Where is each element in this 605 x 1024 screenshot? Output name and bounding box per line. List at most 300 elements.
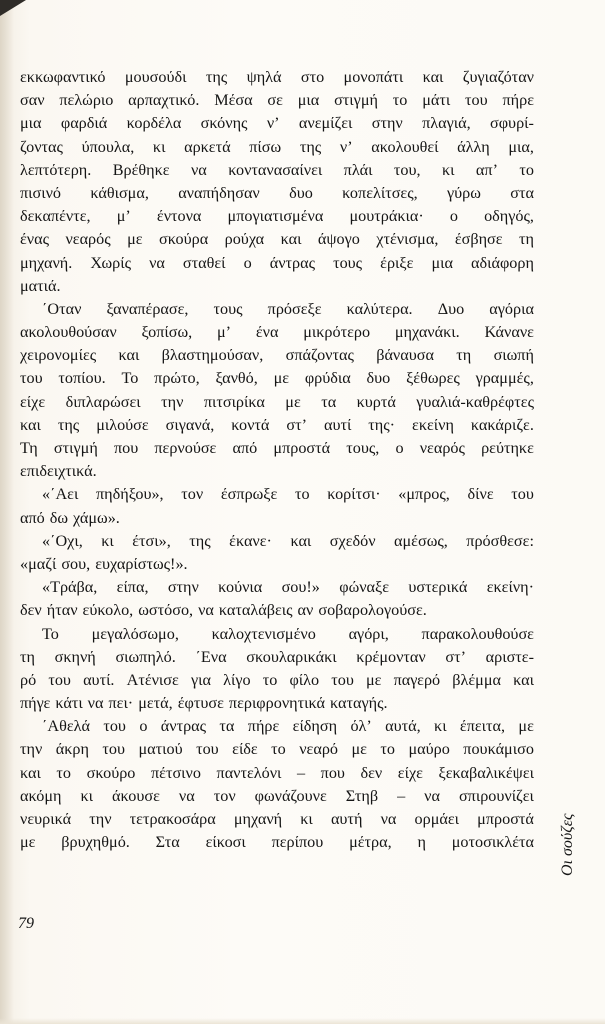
word: μηχανάκι. (394, 323, 460, 342)
word: φρύδια (304, 369, 351, 388)
word: να (380, 810, 397, 828)
word: παντελόνι (216, 763, 282, 782)
word: «΄Αει (42, 485, 79, 504)
word: κι (300, 810, 313, 828)
word: «μαζί (20, 554, 57, 573)
word: ο (395, 439, 404, 457)
word: κι (101, 531, 114, 550)
word: του (103, 717, 126, 736)
word: την (89, 810, 112, 828)
word: μεγαλόσωμο, (91, 624, 179, 643)
word: το (392, 91, 408, 110)
word: το (56, 763, 72, 782)
word: αμέσως, (394, 531, 448, 550)
word: τετρακοσάρα (129, 810, 216, 828)
word: ύπουλα, (81, 137, 135, 156)
word: κάθισμα, (90, 183, 149, 202)
word: και (20, 763, 41, 782)
word: του (465, 91, 488, 110)
word: τοπίου. (58, 369, 106, 388)
text-line (20, 252, 534, 275)
word: δεν (20, 601, 42, 620)
word: περιφρονητικά (228, 694, 325, 713)
word: καλύτερα. (346, 299, 413, 318)
word: αυτί. (83, 670, 115, 689)
word: γυαλιά-καθρέφτες (416, 392, 534, 411)
word: το (262, 670, 278, 689)
word: του (511, 485, 534, 504)
word: του (48, 670, 71, 689)
word: νεαρός (65, 230, 111, 249)
word: με (351, 740, 367, 759)
word: ακολουθεί (371, 137, 439, 156)
word: άκρη (55, 740, 89, 759)
text-line (20, 831, 534, 854)
word: σφυρί- (489, 114, 534, 133)
word: μπογιατισμένα (227, 207, 324, 226)
word: δυο (366, 369, 391, 388)
word: κι (434, 717, 447, 736)
word: φαρδιά (60, 114, 108, 133)
word: στην (167, 578, 199, 597)
text-line (20, 89, 534, 112)
word: κούνια (218, 578, 263, 597)
word: νευρικά (20, 810, 72, 828)
word: κυρτά (356, 392, 396, 411)
word: είχε (20, 392, 46, 411)
word: η (417, 833, 426, 852)
word: φωνάζουνε (254, 786, 327, 805)
word: νεαρός (419, 439, 465, 457)
word: ευχαρίστως!». (95, 554, 188, 573)
word: και (422, 68, 444, 86)
word: άκουσε (112, 786, 160, 805)
word: καταγής. (329, 694, 388, 713)
word: δίνε (467, 485, 494, 504)
word: εκκωφαντικό (20, 68, 106, 86)
word: Δυο (437, 299, 465, 318)
page-bottom-edge (0, 1018, 605, 1024)
word: μετά, (138, 694, 173, 713)
word: πελώριο (59, 91, 114, 110)
word: όλ’ (350, 717, 372, 736)
word: ξεκαβαλικέψει (438, 763, 534, 782)
word: παγερό (393, 670, 441, 689)
text-line (20, 182, 534, 205)
word: και (280, 230, 302, 249)
word: ψηλά (246, 68, 282, 86)
word: είδε (232, 740, 258, 759)
word: Το (121, 369, 139, 388)
word: της (57, 415, 80, 434)
word: ένας (20, 230, 50, 249)
text-line (20, 715, 534, 738)
word: της (189, 531, 211, 550)
word: αρπαχτικό. (128, 91, 200, 110)
word: πρόσεξε (267, 299, 322, 318)
word: είχε (397, 763, 423, 782)
word: περίπου (271, 833, 324, 852)
word: είκοσι (205, 833, 246, 852)
word: σπιρουνίζει (458, 786, 534, 805)
word: μονοπάτι (343, 68, 404, 86)
word: άντρας (269, 253, 316, 272)
word: ΄Ενα (195, 647, 227, 666)
word: επιδειχτικά. (20, 462, 97, 481)
word: άντρας (160, 717, 207, 736)
word: πίσω (249, 137, 282, 156)
word: ζυγιαζόταν (462, 68, 534, 86)
word: «΄Οχι, (42, 531, 83, 550)
word: σκουλαρικάκι (246, 647, 337, 666)
word: Κάνανε (484, 323, 534, 342)
text-line (20, 159, 534, 182)
word: μιλούσε (96, 415, 149, 434)
word: σκούρο (86, 763, 136, 782)
word: σε (267, 91, 283, 110)
text-line (20, 576, 534, 599)
word: έσπρωξε (220, 485, 278, 504)
text-line (20, 599, 534, 622)
text-line (20, 762, 534, 785)
word: του (102, 740, 126, 759)
text-line (20, 66, 534, 89)
word: το (380, 740, 396, 759)
word: κοντά (231, 415, 270, 434)
word: της (205, 68, 228, 86)
word: την (161, 392, 184, 411)
word: Στα (155, 833, 180, 852)
text-line (20, 738, 534, 761)
word: να (87, 694, 104, 713)
word: από (20, 508, 45, 527)
text-line (20, 692, 534, 715)
word: τους, (346, 439, 380, 457)
word: στα (510, 183, 534, 202)
word: μια (431, 253, 453, 272)
word: ξανθό, (215, 369, 258, 388)
word: ρεύτηκε (481, 439, 534, 457)
word: να (198, 601, 214, 620)
word: ματιά. (20, 276, 61, 295)
word: ρό (20, 670, 37, 689)
word: στ’ (286, 415, 307, 434)
word: δω (49, 508, 69, 527)
word: σοβαρολογούσε. (318, 601, 427, 620)
word: μ’ (216, 323, 232, 342)
word: άλλη (457, 137, 490, 156)
word: κορίτσι· (327, 485, 381, 504)
word: μια (297, 91, 320, 110)
word: αγόρι, (348, 624, 389, 643)
word: με (273, 369, 290, 388)
word: περνούσε (154, 439, 217, 457)
text-line (20, 553, 534, 576)
word: και (513, 670, 534, 689)
text-line (20, 391, 534, 414)
word: χειρονομίες (20, 346, 97, 365)
word: να (424, 786, 440, 805)
word: φώναξε (339, 578, 390, 597)
word: του (331, 670, 354, 689)
text-line (20, 460, 534, 483)
word: τους (333, 253, 363, 272)
word: σκόνης (200, 114, 248, 133)
text-line (20, 136, 534, 159)
text-line (20, 507, 534, 530)
word: γραμμές, (475, 369, 534, 388)
word: έντονα (156, 207, 202, 226)
word: στιγμή (53, 439, 98, 457)
word: κι (152, 137, 166, 156)
word: ανεμίζει (298, 114, 353, 133)
word: μια (20, 114, 42, 133)
word: πει· (108, 694, 134, 713)
word: με (518, 717, 534, 736)
word: πλαγιά, (422, 114, 471, 133)
text-line (20, 367, 534, 390)
word: σκηνή (54, 647, 96, 666)
word: κι (442, 160, 455, 179)
word: πουκάμισο (463, 740, 534, 759)
word: αυτά, (385, 717, 421, 736)
word: χτένισμα, (376, 230, 439, 249)
word: τον (213, 786, 236, 805)
word: δεκαπέντε, (20, 207, 91, 226)
word: έτσι», (132, 531, 171, 550)
word: με (366, 670, 382, 689)
word: σταθεί (182, 253, 226, 272)
word: ο (449, 207, 458, 226)
word: στο (300, 68, 325, 86)
word: κορδέλα (126, 114, 182, 133)
word: στιγμή (334, 91, 378, 110)
word: σχεδόν (329, 531, 376, 550)
word: Ατένισε (126, 670, 179, 689)
word: που (320, 763, 345, 782)
word: παρακολουθούσε (421, 624, 534, 643)
word: βάναυσα (376, 346, 434, 365)
word: με (20, 833, 36, 852)
word: λεπτότερη. (20, 160, 92, 179)
body-text (20, 66, 534, 854)
word: που (113, 439, 139, 457)
word: το (519, 160, 534, 179)
word: καταλάβεις (218, 601, 293, 620)
word: είπα, (116, 578, 149, 597)
word: διπλαρώσει (65, 392, 141, 411)
word: απ’ (475, 160, 498, 179)
word: κοπελίτσες, (342, 183, 418, 202)
word: του (196, 740, 219, 759)
word: πιτσιρίκα (203, 392, 265, 411)
word: αυτή (330, 810, 363, 828)
word: μέτρα, (349, 833, 392, 852)
word: εύκολο, (82, 601, 134, 620)
word: το (295, 485, 310, 504)
word: πισινό (20, 183, 62, 202)
word: πήρε (502, 91, 534, 110)
word: και (118, 346, 140, 365)
word: λίγο (223, 670, 251, 689)
word: – (296, 763, 306, 782)
word: να (178, 786, 195, 805)
word: κι (80, 786, 94, 805)
word: από (232, 439, 258, 457)
word: ακόμη (20, 786, 62, 805)
text-line (20, 808, 534, 831)
word: νεαρό (299, 740, 339, 759)
word: σου, (61, 554, 91, 573)
word: μουσούδι (124, 68, 187, 86)
word: ακολουθούσαν (20, 323, 117, 342)
word: μια, (508, 137, 534, 156)
word: εκείνη· (486, 578, 534, 597)
word: δυο (289, 183, 313, 202)
word: Το (42, 624, 59, 643)
word: στ’ (445, 647, 466, 666)
word: καλοχτενισμένο (211, 624, 316, 643)
word: και (290, 531, 312, 550)
word: έφτυσε (177, 694, 224, 713)
word: άψογο (317, 230, 360, 249)
spine-shadow (0, 0, 14, 1024)
word: σαν (20, 91, 45, 110)
word: τη (456, 346, 472, 365)
word: πλάι (343, 160, 373, 179)
word: ο (139, 717, 148, 736)
word: έπειτα, (459, 717, 506, 736)
word: βλέμμα (452, 670, 501, 689)
word: στην (371, 114, 403, 133)
word: μοτοσικλέτα (451, 833, 534, 852)
word: αν (297, 601, 314, 620)
word: ζοντας (20, 137, 63, 156)
word: ΄Οταν (42, 299, 82, 318)
word: για (190, 670, 211, 689)
word: να (149, 253, 165, 272)
text-line (20, 483, 534, 506)
text-line (20, 298, 534, 321)
word: Βρέθηκε (112, 160, 170, 179)
word: σου!» (281, 578, 320, 597)
word: υστερικά (408, 578, 468, 597)
word: Χωρίς (90, 253, 132, 272)
text-line (20, 623, 534, 646)
word: σπάζοντας (285, 346, 354, 365)
text-line (20, 112, 534, 135)
text-line (20, 437, 534, 460)
word: μ’ (116, 207, 131, 226)
word: δεν (360, 763, 383, 782)
word: αναπήδησαν (178, 183, 260, 202)
text-line (20, 646, 534, 669)
word: έκανε· (229, 531, 272, 550)
word: μάτι (422, 91, 451, 110)
text-line (20, 530, 534, 553)
text-line (20, 228, 534, 251)
word: σιγανά, (165, 415, 215, 434)
text-line (20, 205, 534, 228)
word: μηχανή (233, 810, 283, 828)
word: αρκετά (184, 137, 231, 156)
word: φίλο (289, 670, 320, 689)
text-line (20, 785, 534, 808)
word: την (20, 740, 43, 759)
word: ορμάει (414, 810, 460, 828)
word: μουτράκια· (349, 207, 424, 226)
word: πήρε (247, 717, 280, 736)
word: αδιάφορη (471, 253, 534, 272)
word: ν’ (266, 114, 280, 133)
word: ωστόσο, (138, 601, 194, 620)
text-line (20, 321, 534, 344)
word: μικρότερο (303, 323, 371, 342)
word: αριστε- (485, 647, 534, 666)
word: εκείνη (412, 415, 454, 434)
word: πρώτο, (154, 369, 200, 388)
text-line (20, 344, 534, 367)
word: με (285, 392, 301, 411)
word: χάμω». (73, 508, 120, 527)
word: τους (213, 299, 243, 318)
word: πέτσινο (150, 763, 201, 782)
word: Στηβ (345, 786, 379, 805)
word: κακάριζε. (470, 415, 534, 434)
word: πήγε (20, 694, 51, 713)
word: πρόσθεσε: (466, 531, 534, 550)
word: κρέμονταν (356, 647, 426, 666)
text-line (20, 669, 534, 692)
word: κάτι (55, 694, 83, 713)
word: πηδήξου», (96, 485, 164, 504)
word: «μπρος, (398, 485, 450, 504)
word: ρούχα (224, 230, 265, 249)
word: μπροστά (477, 810, 534, 828)
word: κοντανασαίνει (228, 160, 323, 179)
running-head-text: Οι σούζες (559, 813, 576, 876)
word: να (190, 160, 207, 179)
word: ματιού (138, 740, 183, 759)
word: αυτί (323, 415, 352, 434)
word: σκούρα (159, 230, 209, 249)
word: Μέσα (214, 91, 253, 110)
word: σιωπή (493, 346, 534, 365)
page-corner (0, 0, 26, 16)
word: έσβησε (454, 230, 503, 249)
word: τα (321, 392, 337, 411)
word: της (299, 137, 322, 156)
word: ξαναπέρασε, (106, 299, 189, 318)
word: μπροστά (273, 439, 331, 457)
word: γύρω (447, 183, 481, 202)
word: μηχανή. (20, 253, 73, 272)
word: ΄Αθελά (42, 717, 90, 736)
word: μαύρο (408, 740, 450, 759)
text-line (20, 414, 534, 437)
word: ν’ (339, 137, 353, 156)
word: είδηση (292, 717, 338, 736)
word: με (127, 230, 143, 249)
word: τα (219, 717, 235, 736)
word: ξοπίσω, (141, 323, 193, 342)
word: – (397, 786, 406, 805)
word: και (20, 415, 41, 434)
word: ο (243, 253, 252, 272)
word: τον (181, 485, 204, 504)
word: τη (519, 230, 534, 249)
word: έριξε (380, 253, 414, 272)
